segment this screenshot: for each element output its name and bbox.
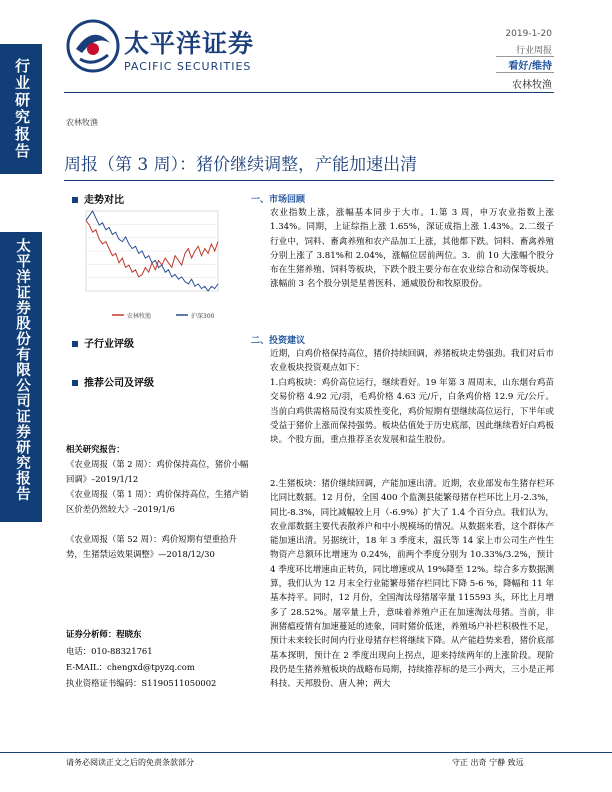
page-title: 周报（第 3 周）：猪价继续调整，产能加速出清 xyxy=(64,155,418,175)
header-divider-2 xyxy=(496,72,554,73)
legend-label: 农林牧渔 xyxy=(127,313,152,320)
analyst-phone: 电话：010-88321761 xyxy=(66,646,153,656)
footer-motto: 守正 出奇 宁静 致远 xyxy=(452,758,524,767)
section2-hog: 2.生猪板块：猪价继续回调，产能加速出清。近期，农业部发布生猪存栏环比同比数据。12 月份，全国 400 个监测县能繁母猪存栏环比上月-2.3%，同比-8.3%，同比减幅较上月（-6.9%）扩大了 1.4 个百分点。我们认为，农业部数据主要代表散养户和中小规模场的情况。从数据来看，这个群体产能加速出清。另据统计，18 年 3 季度末，温氏等 14 家上市公司生产性生物资产总额环比增速为 0.24%，前两个季度分别为 10.33%/3.2%，预计 4 季度环比增速由正转负，同比增速或从 19%降至 12%。综合多方数据测算，我们认为 12 月末全行业能繁母猪存栏同比下降 5-6 %，降幅和 11 年基本持平。同时，12 月份，全国淘汰母猪屠宰量 115593 头，环比上月增多了 28.52%。屠宰量上升，意味着养殖户正在加速淘汰母猪。当前，非洲猪瘟疫情有加速蔓延的迹象，同时猪价低迷，养殖场户补栏积极性不足，预计未来较长时间内行业母猪存栏将继续下降。从产能趋势来看，猪价底部基本探明，预计在 2 季度出现向上拐点，迎来持续两年的上涨阶段。现阶段仍是生猪养殖板块的战略布局期，持续推荐标的是三小两大，三小是正邦科技、天邦股份、唐人神；两大 xyxy=(270,479,554,690)
related-heading: 相关研究报告： xyxy=(66,444,125,454)
section1-body: 农业指数上涨，涨幅基本同步于大市。1.第 3 周，申万农业指数上涨 1.34%。同期，上证综指上涨 1.65%，深证成指上涨 1.43%。2.二级子行业中，饲料、畜禽养殖和农产品加工上涨，其他都下跌。饲料、畜禽养殖分别上涨了 3.81%和 2.04%，涨幅位居前两位。3．前 10 大涨幅个股分布在生猪养殖、饲料等板块，下跌个股主要分布在农业综合和动保等板块。涨幅前 3 名个股分别是星普医科、通威股份和牧原股份。 xyxy=(270,208,554,290)
section2-poultry: 1.白鸡板块：鸡价高位运行，继续看好。19 年第 3 周周末，山东烟台鸡苗交易价格 4.92 元/羽，毛鸡价格 4.63 元/斤，白条鸡价格 12.9 元/公斤。当前白鸡供需格局没有实质性变化，鸡价短期有望继续高位运行，下半年或受益于猪价上涨而保持强势。板块估值处于历史底部，因此继续看好白鸡板块。个股方面，重点推荐圣农发展和益生股份。 xyxy=(270,378,554,446)
section1-heading: 一、市场回顾 xyxy=(251,195,306,205)
logo-chinese-name: 太平洋证券 xyxy=(124,29,255,58)
sidebar-top-band xyxy=(0,44,42,174)
logo-english-name: PACIFIC SECURITIES xyxy=(124,60,252,73)
sidebar-bottom-band xyxy=(0,232,42,522)
chart-legend xyxy=(112,312,215,320)
section2-intro: 近期，白鸡价格保持高位，猪价持续回调，养猪板块走势强劲。我们对后市农业板块投资观点如下： xyxy=(270,349,554,374)
related-report-1[interactable]: 《农业周报（第 2 周）：鸡价保持高位，猪价小幅回调》–2019/1/12 xyxy=(66,459,249,484)
footer-rule xyxy=(0,752,612,753)
trend-heading: 走势对比 xyxy=(72,191,124,206)
sidebar-bottom-label: 太平洋证券股份有限公司证券研究报告 xyxy=(14,238,31,502)
analyst-email[interactable]: E-MAIL：chengxd@tpyzq.com xyxy=(66,662,195,672)
related-report-2[interactable]: 《农业周报（第 1 周）：鸡价保持高位，生猪产销区价差仍然较大》–2019/1/6 xyxy=(66,489,249,514)
company-logo-icon xyxy=(66,19,120,73)
header-rule xyxy=(64,92,554,93)
rating-badge: 看好/维持 xyxy=(508,61,552,72)
report-type: 行业周报 xyxy=(515,46,552,56)
sector-label: 农林牧渔 xyxy=(512,80,552,91)
analyst-license: 执业资格证书编码：S1190511050002 xyxy=(66,678,217,688)
legend-label: 沪深300 xyxy=(191,313,215,320)
stock-rating-heading: 推荐公司及评级 xyxy=(72,374,154,389)
breadcrumb: 农林牧渔 xyxy=(66,118,98,127)
related-report-3[interactable]: 《农业周报（第 52 周）：鸡价短期有望重拾升势，生猪禁运效果调整》—2018/12/30 xyxy=(66,534,237,559)
title-rule xyxy=(64,180,554,181)
analyst-name: 证券分析师：程晓东 xyxy=(66,629,142,639)
footer-disclaimer: 请务必阅读正文之后的免责条款部分 xyxy=(66,758,194,767)
section2-heading: 二、投资建议 xyxy=(251,336,306,346)
sidebar-top-label: 行业研究报告 xyxy=(13,58,31,160)
chart-grid xyxy=(86,211,218,291)
report-date: 2019-1-20 xyxy=(505,29,552,39)
trend-chart xyxy=(68,205,240,323)
sub-rating-heading: 子行业评级 xyxy=(72,335,134,350)
